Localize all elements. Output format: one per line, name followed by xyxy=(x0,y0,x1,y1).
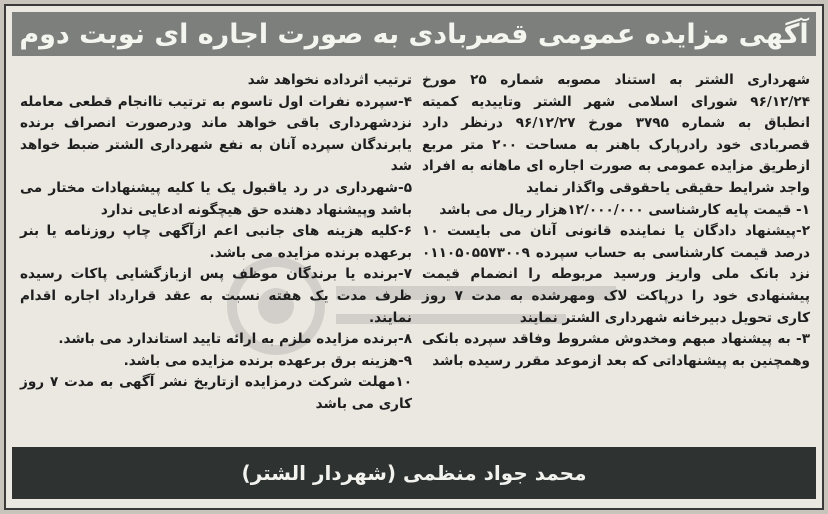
clause-10: ۱۰مهلت شرکت درمزایده ازتاریخ نشر آگهی به مدت ۷ روز کاری می باشد xyxy=(20,374,412,412)
clause-3: ۳- به پیشنهاد مبهم ومخدوش مشروط وفاقد سپرده بانکی وهمچنین به پیشنهاداتی که بعد ازموعد مقرر رسیده باشد xyxy=(422,331,810,369)
clause-4: ۴-سپرده نفرات اول تاسوم به ترتیب تاانجام قطعی معامله نزدشهرداری باقی خواهد ماند ودرصورت انصراف برنده یابرندگان سپرده آنان به نفع شهرداری الشتر ضبط خواهد شد xyxy=(20,93,412,175)
clause-6: ۶-کلیه هزینه های جانبی اعم ازآگهی چاپ روزنامه یا بنر برعهده برنده مزایده می باشد. xyxy=(20,223,412,261)
header-bar xyxy=(12,12,816,56)
clause-7: ۷-برنده یا برندگان موظف پس ازبازگشایی پاکات رسیده ظرف مدت یک هفته نسبت به عقد قرارداد اجاره اقدام نمایند. xyxy=(20,266,412,326)
page-title: آگهی مزایده عمومی قصربادی به صورت اجاره ای نوبت دوم xyxy=(19,18,809,50)
clause-1: ۱- قیمت پایه کارشناسی ۱۲/۰۰۰/۰۰۰هزار ریال می باشد xyxy=(439,201,810,218)
footer-bar xyxy=(12,447,816,499)
left-column xyxy=(20,70,412,416)
signature: محمد جواد منظمی (شهردار الشتر) xyxy=(241,461,587,485)
advertisement-page xyxy=(4,4,824,510)
clause-3-continued: ترتیب اثرداده نخواهد شد xyxy=(247,72,412,88)
clause-2: ۲-پیشنهاد دادگان یا نماینده قانونی آنان می بایست ۱۰ درصد قیمت کارشناسی به حساب سپرده ۰۱۱۰۵۰۵۵۷۳۰۰۹ نزد بانک ملی واریز ورسید مربوطه را انضمام قیمت پیشنهادی خود را درپاکت لاک ومهرشده به مدت ۷ روز کاری تحویل دبیرخانه شهرداری الشتر نمایند xyxy=(422,223,810,326)
right-column xyxy=(422,70,810,372)
clause-9: ۹-هزینه برق برعهده برنده مزایده می باشد. xyxy=(123,352,412,369)
clause-8: ۸-برنده مزایده ملزم به ارائه تایید استاندارد می باشد. xyxy=(58,331,412,348)
clause-5: ۵-شهرداری در رد یاقبول یک یا کلیه پیشنهادات مختار می باشد وپیشنهاد دهنده حق هیچگونه ادعایی ندارد xyxy=(20,179,412,218)
intro-paragraph: شهرداری الشتر به استناد مصوبه شماره ۲۵ مورخ ۹۶/۱۲/۲۴ شورای اسلامی شهر الشتر وتاییدیه کمیته انطباق به شماره ۳۷۹۵ مورخ ۹۶/۱۲/۲۷ درنظر دارد قصربادی خود رادرپارک باهنر به مساحت ۲۰۰ متر مربع ازطریق مزایده عمومی به صورت اجاره ای ماهانه به افراد واجد شرایط حقیقی یاحقوقی واگذار نماید xyxy=(422,72,811,196)
